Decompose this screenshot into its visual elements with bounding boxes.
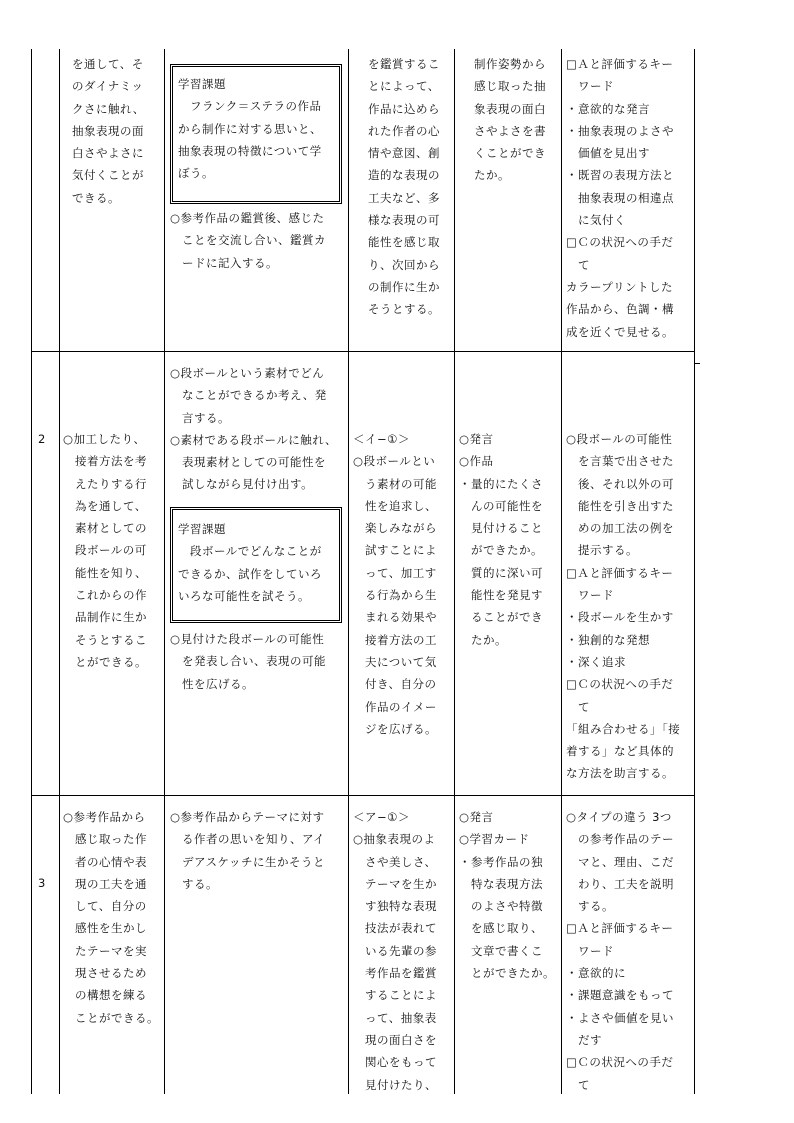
text-line: □Ａと評価するキー	[566, 565, 674, 580]
text-line: 白さやよさに	[72, 146, 144, 161]
text-line: さやよさを書	[474, 123, 546, 138]
text-line: ・量的にたくさ	[459, 476, 543, 491]
text-line: とによって、	[368, 79, 440, 94]
text-line: 感性を生かし	[63, 921, 147, 936]
text-line: 作品に込めら	[368, 101, 440, 116]
text-line: できる。	[72, 190, 120, 205]
text-line: を言葉で出させた	[578, 454, 674, 469]
text-line: って、加工す	[353, 565, 437, 580]
text-line: の制作に生か	[368, 279, 440, 294]
text-line: 「組み合わせる」「接	[566, 721, 681, 736]
text-line: ことができる。	[63, 1010, 159, 1025]
text-line: 表現素材としての可能性を	[182, 455, 326, 470]
text-line: 関心をもって	[353, 1055, 437, 1070]
row-2-method	[459, 428, 543, 651]
row-1-criteria	[368, 53, 440, 321]
text-line: 抽象表現の面	[72, 123, 144, 138]
text-line: 為を通して、	[63, 498, 147, 513]
text-line: を発表し合い、表現の可能	[182, 654, 326, 669]
text-line: 考作品を鑑賞	[353, 966, 437, 981]
text-line: 提示する。	[578, 543, 638, 558]
text-line: ワード	[578, 79, 614, 94]
text-line: これからの作	[63, 588, 147, 603]
row-line-1	[31, 351, 695, 352]
text-line: ＜ア−①＞	[353, 810, 410, 824]
text-line: 様な表現の可	[368, 213, 440, 228]
text-line: 接着方法の工	[353, 632, 437, 647]
text-line: まれる効果や	[353, 610, 437, 625]
text-line: めの加工法の例を	[578, 521, 674, 536]
text-line: り、次回から	[368, 257, 440, 272]
text-line: ○参考作品の鑑賞後、感じた	[170, 211, 325, 225]
text-line: たか。	[459, 632, 507, 647]
text-line: ・段ボールを生かす	[566, 610, 674, 625]
text-line: 者の心情や表	[63, 854, 147, 869]
text-line: 見付けること	[459, 521, 543, 536]
text-line: そうとする。	[368, 302, 440, 317]
row-2-activity	[170, 628, 326, 695]
text-line: て	[578, 1077, 590, 1092]
text-line: を鑑賞するこ	[368, 57, 440, 71]
text-line: テーマを生か	[353, 876, 437, 891]
text-line: して、自分の	[63, 899, 147, 914]
text-line: な方法を助言する。	[566, 766, 674, 781]
text-line: ・独創的な発想	[566, 632, 650, 647]
text-line: 性を追求し、	[353, 498, 437, 513]
text-line: ができたか。	[459, 543, 543, 558]
text-line: 能性を感じ取	[368, 235, 440, 250]
text-line: 感じ取った作	[63, 832, 147, 847]
task-box-line: フランク＝ステラの作品	[178, 99, 322, 114]
text-line: 技法が表れて	[353, 921, 437, 936]
text-line: って、抽象表	[353, 1010, 437, 1025]
text-line: ・よさや価値を見い	[566, 1010, 674, 1025]
text-line: ○参考作品からテーマに対す	[170, 810, 325, 824]
text-line: んの可能性を	[459, 498, 543, 513]
text-line: 能性を引き出すた	[578, 498, 674, 513]
text-line: 気付くことが	[72, 168, 144, 183]
text-line: ・抽象表現のよさや	[566, 123, 674, 138]
row-3-method	[459, 806, 555, 984]
text-line: 文章で書くこ	[459, 943, 543, 958]
text-line: ○抽象表現のよ	[353, 832, 436, 847]
text-line: 特な表現方法	[459, 876, 543, 891]
text-line: くことができ	[474, 146, 546, 161]
row-3-aim	[63, 806, 159, 1029]
text-line: に気付く	[578, 213, 626, 228]
text-line: 能性を発見す	[459, 588, 543, 603]
text-line: 現の工夫を通	[63, 876, 147, 891]
text-line: 性を広げる。	[182, 676, 254, 691]
text-line: 造的な表現の	[368, 168, 440, 183]
text-line: わり、工夫を説明	[578, 876, 674, 891]
text-line: 言する。	[182, 410, 230, 425]
text-line: ・深く追求	[566, 654, 626, 669]
text-line: ワード	[578, 943, 614, 958]
task-box-line: いろな可能性を試そう。	[178, 588, 310, 603]
task-box-line: ぼう。	[178, 166, 214, 181]
row-1-activity	[170, 207, 326, 274]
row-1-method	[474, 53, 546, 187]
text-line: う素材の可能	[353, 476, 437, 491]
row-2-support	[566, 428, 680, 785]
text-line: ることができ	[459, 610, 543, 625]
text-line: を通して、そ	[72, 57, 144, 71]
text-line: ＜イ−①＞	[353, 432, 410, 446]
row-2-aim	[63, 428, 147, 673]
text-line: 見付けたり、	[353, 1077, 437, 1092]
text-line: す独特な表現	[353, 899, 437, 914]
text-line: ードに記入する。	[182, 255, 278, 270]
text-line: 試しながら見付け出す。	[182, 477, 314, 492]
col-line-3	[164, 49, 165, 1094]
text-line: ○素材である段ボールに触れ、	[170, 432, 337, 447]
row-1-support	[566, 53, 674, 343]
task-box-title: 学習課題	[178, 522, 226, 536]
text-line: とができる。	[63, 654, 147, 669]
text-line: ・課題意識をもって	[566, 988, 674, 1003]
text-line: 段ボールの可	[63, 543, 147, 558]
text-line: のよさや特徴	[459, 899, 543, 914]
text-line: ○段ボールという素材でどん	[170, 366, 325, 380]
text-line: たか。	[474, 168, 510, 183]
row-2-task-box-text	[178, 518, 322, 607]
row-3-support	[566, 806, 674, 1096]
text-line: 質的に深い可	[459, 565, 543, 580]
row-1-task-box-text	[178, 73, 322, 184]
task-box-title: 学習課題	[178, 77, 226, 91]
text-line: する。	[578, 899, 614, 914]
task-box-line: から制作に対する思いと、	[178, 121, 322, 136]
text-line: とができたか。	[459, 966, 555, 981]
text-line: ・既習の表現方法と	[566, 168, 674, 183]
text-line: マと、理由、こだ	[578, 854, 674, 869]
text-line: ジを広げる。	[353, 721, 437, 736]
text-line: 情や意図、創	[368, 146, 440, 161]
text-line: さや美しさ、	[353, 854, 437, 869]
text-line: ○参考作品から	[63, 810, 146, 824]
text-line: ・意欲的な発言	[566, 101, 650, 116]
text-line: ○段ボールとい	[353, 454, 436, 469]
text-line: 成を近くで見せる。	[566, 324, 674, 339]
row-3-number: 3	[38, 876, 46, 890]
text-line: クさに触れ、	[72, 101, 145, 116]
row-3-activity	[170, 806, 325, 895]
text-line: 作品から、色調・構	[566, 302, 674, 317]
text-line: 現の面白さを	[353, 1032, 437, 1047]
col-line-7	[694, 49, 695, 1094]
task-box-line: できるか、試作をしていろ	[178, 566, 322, 581]
text-line: 付き、自分の	[353, 677, 437, 692]
text-line: えたりする行	[63, 476, 147, 491]
text-line: 感じ取った抽	[474, 79, 546, 94]
text-line: ○学習カード	[459, 832, 530, 847]
text-line: ○加工したり、	[63, 432, 146, 446]
text-line: を感じ取り、	[459, 921, 543, 936]
text-line: ○発言	[459, 432, 494, 446]
text-line: 着する」など具体的	[566, 744, 674, 759]
text-line: ○段ボールの可能性	[566, 432, 673, 446]
row-2-number: 2	[38, 432, 46, 446]
text-line: たテーマを実	[63, 943, 147, 958]
text-line: 楽しみながら	[353, 521, 437, 536]
text-line: の参考作品のテー	[578, 832, 674, 847]
text-line: ・参考作品の独	[459, 854, 543, 869]
text-line: デアスケッチに生かそうと	[182, 854, 325, 869]
text-line: ・意欲的に	[566, 966, 626, 981]
text-line: 現させるため	[63, 966, 147, 981]
row-1-aim	[72, 53, 145, 209]
text-line: 作品のイメー	[353, 699, 437, 714]
text-line: 試すことによ	[353, 543, 437, 558]
col-line-4	[348, 49, 349, 1094]
text-line: て	[578, 699, 590, 714]
text-line: 価値を見出す	[578, 146, 650, 161]
text-line: る行為から生	[353, 588, 437, 603]
text-line: □Ａと評価するキー	[566, 57, 674, 71]
text-line: 制作姿勢から	[474, 57, 546, 71]
text-line: □Ｃの状況への手だ	[566, 677, 674, 692]
text-line: する。	[182, 876, 218, 891]
text-line: ○作品	[459, 454, 494, 469]
row-3-criteria	[353, 806, 437, 1096]
margin-tick	[694, 363, 700, 364]
text-line: ○タイプの違う 3つ	[566, 810, 672, 824]
text-line: の構想を練る	[63, 988, 147, 1003]
row-2-criteria	[353, 428, 437, 740]
text-line: 抽象表現の相違点	[578, 190, 674, 205]
text-line: 象表現の面白	[474, 101, 546, 116]
text-line: だす	[578, 1032, 602, 1047]
col-line-6	[561, 49, 562, 1094]
text-line: 後、それ以外の可	[578, 476, 674, 491]
task-box-line: 抽象表現の特徴について学	[178, 143, 322, 158]
text-line: □Ｃの状況への手だ	[566, 1055, 674, 1070]
text-line: □Ａと評価するキー	[566, 921, 674, 936]
row-line-2	[31, 795, 695, 796]
text-line: することによ	[353, 988, 437, 1003]
col-line-1	[31, 49, 32, 1094]
text-line: のダイナミッ	[72, 79, 144, 94]
col-line-2	[59, 49, 60, 1094]
text-line: ワード	[578, 588, 614, 603]
task-box-line: 段ボールでどんなことが	[178, 544, 322, 559]
text-line: 品制作に生か	[63, 610, 147, 625]
text-line: □Ｃの状況への手だ	[566, 235, 674, 250]
text-line: 工夫など、多	[368, 190, 440, 205]
text-line: れた作者の心	[368, 123, 440, 138]
text-line: 接着方法を考	[63, 454, 147, 469]
col-line-5	[454, 49, 455, 1094]
row-2-activity-intro	[170, 362, 337, 496]
text-line: 素材としての	[63, 521, 147, 536]
text-line: いる先輩の参	[353, 943, 437, 958]
text-line: る作者の思いを知り、アイ	[182, 832, 325, 847]
text-line: 能性を知り、	[63, 565, 147, 580]
text-line: ○発言	[459, 810, 494, 824]
text-line: ことを交流し合い、鑑賞カ	[182, 233, 326, 248]
text-line: て	[578, 257, 590, 272]
text-line: 夫について気	[353, 654, 437, 669]
text-line: カラープリントした	[566, 279, 673, 294]
text-line: そうとするこ	[63, 632, 147, 647]
text-line: ○見付けた段ボールの可能性	[170, 632, 325, 646]
text-line: なことができるか考え、発	[182, 388, 327, 403]
